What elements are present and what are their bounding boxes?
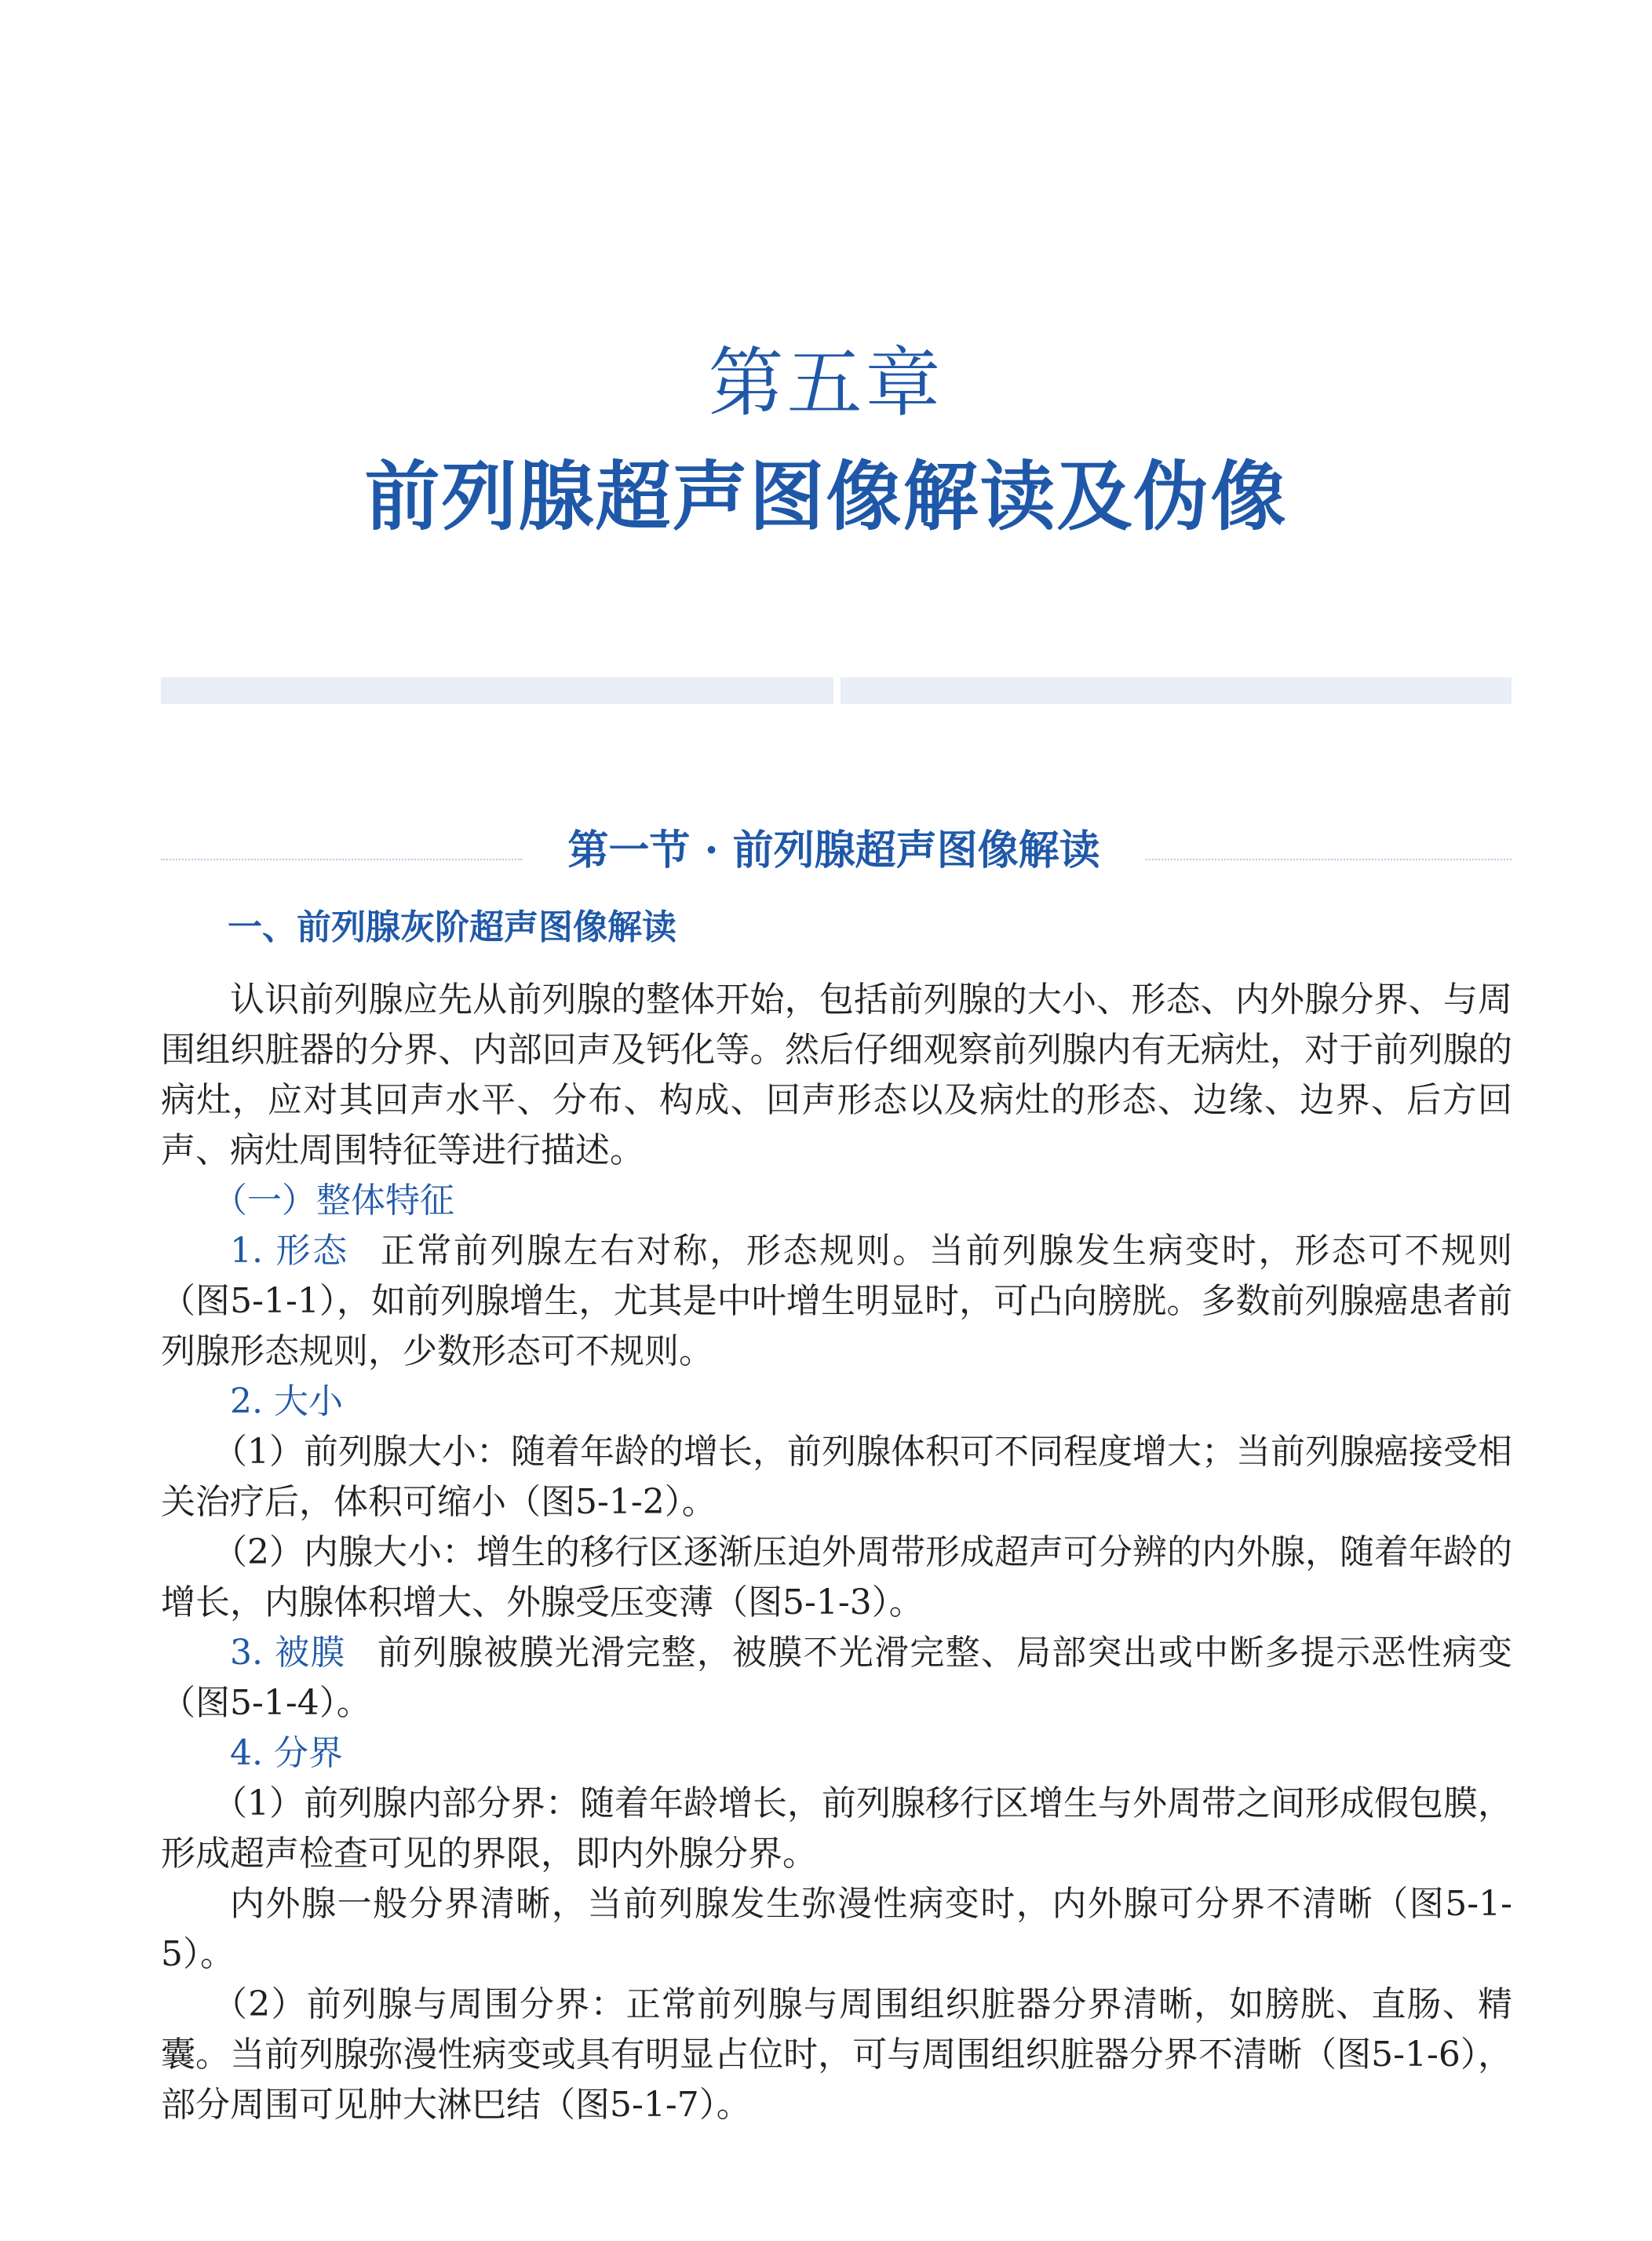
item-boundary-paragraph-2: 内外腺一般分界清晰，当前列腺发生弥漫性病变时，内外腺可分界不清晰（图5-1-5）。 <box>161 1884 1512 1974</box>
item-capsule-heading: 3. 被膜 <box>230 1633 346 1673</box>
section-rule-right <box>1146 859 1512 860</box>
subsection-title: 一、前列腺灰阶超声图像解读 <box>228 907 676 947</box>
item-capsule-paragraph <box>161 1628 1512 1728</box>
section-rule-left <box>161 859 522 860</box>
item-size-paragraph-1: （1）前列腺大小：随着年龄的增长，前列腺体积可不同程度增大；当前列腺癌接受相关治疗后，体积可缩小（图5-1-2）。 <box>161 1432 1512 1522</box>
item-size-paragraph-2: （2）内腺大小：增生的移行区逐渐压迫外周带形成超声可分辨的内外腺，随着年龄的增长，内腺体积增大、外腺受压变薄（图5-1-3）。 <box>161 1532 1512 1622</box>
item-shape-text: 正常前列腺左右对称，形态规则。当前列腺发生病变时，形态可不规则（图5-1-1），如前列腺增生，尤其是中叶增生明显时，可凸向膀胱。多数前列腺癌患者前列腺形态规则，少数形态可不规则。 <box>161 1231 1513 1371</box>
item-boundary-heading: 4. 分界 <box>230 1733 343 1773</box>
decorative-band-right <box>841 677 1512 704</box>
page-content <box>161 903 1512 2130</box>
item-shape-heading: 1. 形态 <box>230 1231 349 1271</box>
section-title: 第一节 · 前列腺超声图像解读 <box>567 827 1100 874</box>
chapter-title: 前列腺超声图像解读及伪像 <box>364 452 1288 541</box>
item-shape-paragraph <box>161 1226 1512 1377</box>
heading-overall-features: （一）整体特征 <box>213 1181 454 1221</box>
decorative-band-left <box>161 677 833 704</box>
item-size-heading: 2. 大小 <box>230 1381 343 1422</box>
item-boundary-paragraph-3: （2）前列腺与周围分界：正常前列腺与周围组织脏器分界清晰，如膀胱、直肠、精囊。当前列腺弥漫性病变或具有明显占位时，可与周围组织脏器分界不清晰（图5-1-6），部分周围可见肿大淋巴结（图5-1-7）。 <box>161 1984 1512 2125</box>
item-boundary-paragraph-1: （1）前列腺内部分界：随着年龄增长，前列腺移行区增生与外周带之间形成假包膜，形成超声检查可见的界限，即内外腺分界。 <box>161 1783 1512 1874</box>
intro-paragraph: 认识前列腺应先从前列腺的整体开始，包括前列腺的大小、形态、内外腺分界、与周围组织脏器的分界、内部回声及钙化等。然后仔细观察前列腺内有无病灶，对于前列腺的病灶，应对其回声水平、分布、构成、回声形态以及病灶的形态、边缘、边界、后方回声、病灶周围特征等进行描述。 <box>161 980 1512 1170</box>
item-capsule-text: 前列腺被膜光滑完整，被膜不光滑完整、局部突出或中断多提示恶性病变（图5-1-4）。 <box>161 1633 1513 1723</box>
chapter-number: 第五章 <box>708 339 944 427</box>
